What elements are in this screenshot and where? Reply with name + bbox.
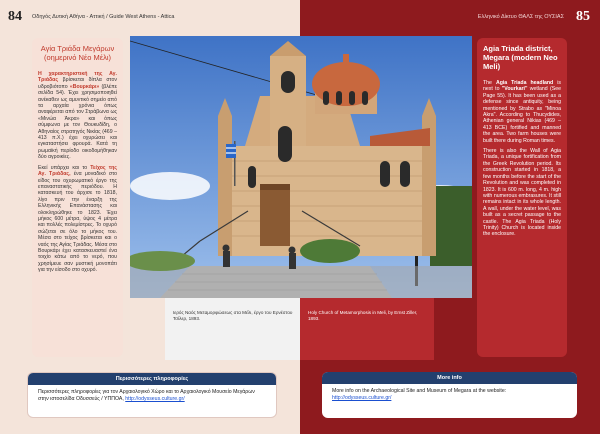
page-number-left: 84: [8, 9, 22, 24]
caption-english: [300, 298, 434, 360]
caption-greek-text: Ιερός Ναός Μεταμορφώσεως στα Μέλι, έργο του Ερνέστου Τσίλερ, 1893.: [173, 310, 293, 321]
more-info-english-title: More info: [322, 372, 577, 384]
english-text-1c: wetland (See Page 55). It has been used as a defense since antiquity, being mentioned by Strabo as "Minoa Akra". According to Thucydides, Athenian general Nikias (469 – 413 BCE) fortified and manned the area. Two farm houses were built there during Roman times.: [483, 86, 561, 144]
church-photo: [130, 36, 472, 298]
more-info-greek-title: Περισσότερες πληροφορίες: [28, 373, 276, 385]
page-number-right: 85: [576, 9, 590, 24]
greek-paragraph-1: [38, 71, 117, 161]
more-info-greek: [27, 372, 277, 418]
english-box-title: Agia Triada district, Megara (modern Neo Meli): [483, 44, 558, 71]
odysseus-link-greek[interactable]: http://odysseus.culture.gr/: [125, 396, 185, 402]
odysseus-link-english[interactable]: http://odysseus.culture.gr/: [332, 395, 392, 401]
running-header-left: Οδηγός Δυτική Αθήνα - Αττική / Guide West Athens - Attica: [32, 14, 175, 20]
more-info-greek-body: [28, 385, 276, 407]
english-highlight-1: Agia Triada headland: [495, 80, 554, 86]
caption-english-text: Holy Church of Metamorphosis in Meli, by Ernst Ziller, 1893.: [308, 310, 418, 321]
english-highlight-2: "Vourkari": [501, 86, 528, 93]
greek-box-title: Αγία Τριάδα Μεγάρων (οημερινό Νέο Μέλι): [40, 44, 115, 62]
greek-paragraph-2: [38, 165, 117, 274]
greek-text-2b: ένα μοναδικό στο είδος του οχυρωματικό έργο της επαναστατικής περιόδου. Η κατασκευή του άρχισε το 1818, λίγο πριν την έναρξη της Ελληνικής Επανάστασης και ολοκληρώθηκε το 1823. Έχει μήκος 600 μέτρα, ύψος 4 μέτρα και πολλές πολεμίστρες. Το οχυρό σώζεται σε όλο το μήκος του. Μέσα στο τείχος βρίσκεται και ο ναός της Αγίας Τριάδας. Μέσα στο Βουρκάρι έχει κατασκευαστεί ένα τοιχίο κάτω από το νερό, που χρησίμευε σαν μυστική μονοπάτι για την είσοδο στο οχυρό.: [38, 171, 117, 274]
greek-highlight-3: Τείχος της Αγ. Τριάδας,: [38, 164, 117, 178]
english-paragraph-2: There is also the Wall of Agia Triada, a unique fortification from the Greek Revolution period. Its construction started in 1818, a few months before the start of the Revolution and was completed in 1823. It is 600 m. long, 4 m. high with numerous embrasures. It still remains intact in its whole length. A wall, under the water level, was built as a secret passage to the castle. The Agia Triada (Holy Trinity) Church is located inside the enclosure.: [483, 148, 561, 238]
more-info-english-text: More info on the Archaeological Site and Museum of Megara at the website:: [332, 388, 507, 394]
english-text-1a: The: [483, 80, 492, 86]
greek-text-1b: (βλέπε σελίδα 54). Έχει χρησιμοποιηθεί ανέκαθεν ως αμυντικό σημείο από τα αρχαία χρόνια όπως αναφέρεται από τον Στράβωνα ως «Μινώα Άκρα» και όπως σύμφωνα με τον Θουκυδίδη, ο Αθηναίος στρατηγός Νικίας (469 – 413 π.Χ.) έχει οχυρώσει και εγκαταστήσει φρουρά. Κατά τη ρωμαϊκή περίοδο οικοδομήθηκαν δύο αγροικίες.: [38, 83, 117, 161]
greek-text-box: [32, 38, 123, 357]
more-info-greek-text: Περισσότερες πληροφορίες για τον Αρχαιολογικό Χώρο και το Αρχαιολογικό Μουσείο Μεγάρων στην ιστοσελίδα Οδυσσεύς / ΥΠΠΟΑ,: [38, 389, 255, 402]
greek-text-1a: βρίσκεται δίπλα στον υδροβιότοπο: [38, 77, 117, 90]
more-info-english: [322, 372, 577, 418]
church-illustration: [130, 36, 472, 298]
english-paragraph-1: [483, 80, 561, 144]
more-info-english-body: [322, 384, 577, 406]
running-header-right: Ελληνικό Δίκτυο ΘΑΛΣ της ΟΥΣΙΑΣ: [477, 14, 564, 20]
english-text-1b: is next to: [483, 80, 561, 93]
caption-greek: [165, 298, 300, 360]
greek-highlight-1: Η χαρακτηριστική της Αγ. Τριάδας: [38, 71, 117, 84]
english-text-box: [477, 38, 567, 357]
greek-text-2a: Εκεί υπάρχει και το: [38, 164, 88, 171]
greek-highlight-2: «Βουρκάρι»: [69, 83, 100, 90]
